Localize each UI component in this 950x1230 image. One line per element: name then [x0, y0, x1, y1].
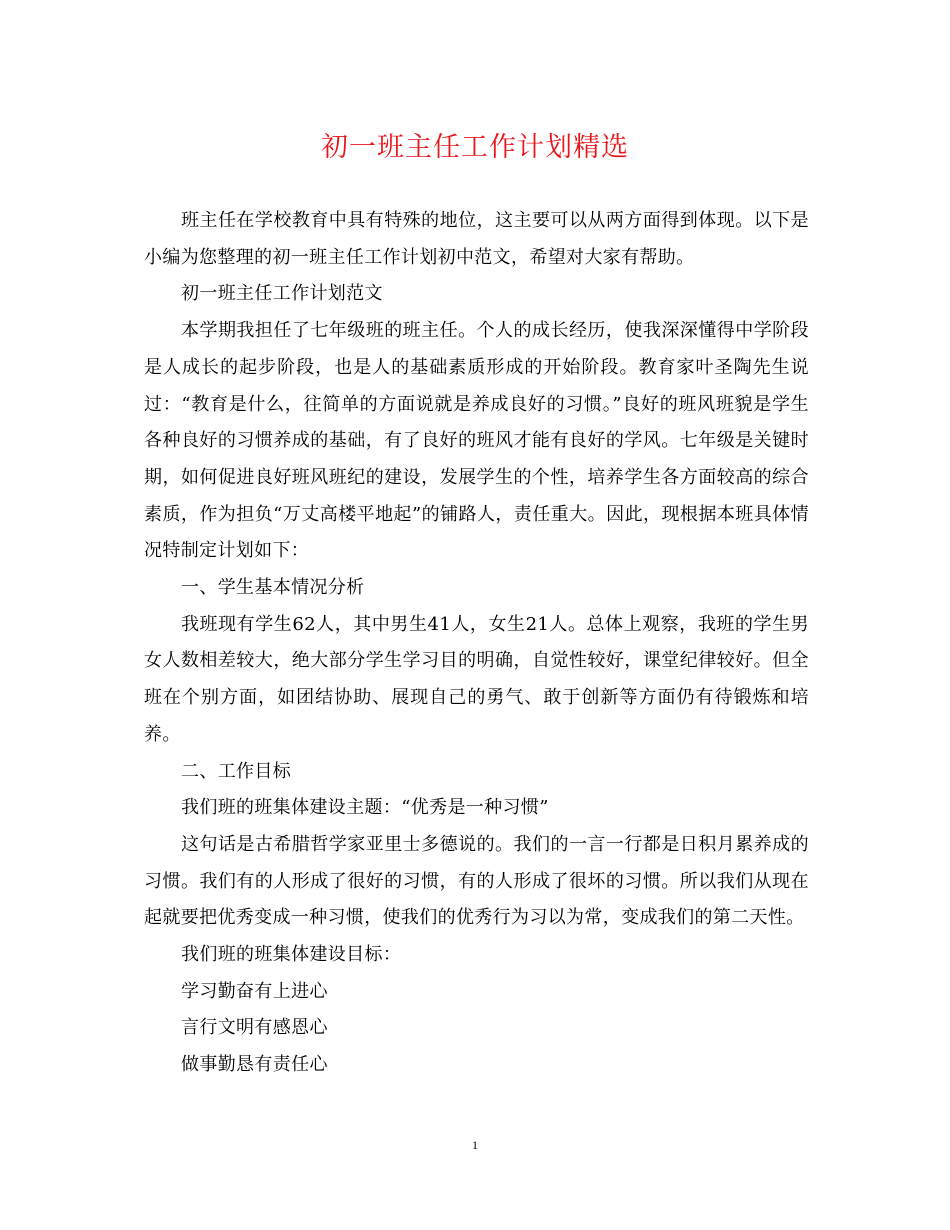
section-heading: 二、工作目标 [181, 760, 292, 782]
goal-item: 学习勤奋有上进心 [181, 980, 328, 1002]
document-body [144, 203, 809, 1084]
section-heading: 一、学生基本情况分析 [181, 577, 365, 599]
goal-item: 做事勤恳有责任心 [181, 1054, 328, 1076]
paragraph: 我们班的班集体建设目标： [181, 944, 402, 966]
page-number: 1 [472, 1138, 478, 1152]
paragraph: 这句话是古希腊哲学家亚里士多德说的。我们的一言一行都是日积月累养成的习惯。我们有的人形成了很好的习惯，有的人形成了很坏的习惯。所以我们从现在起就要把优秀变成一种习惯，使我们的优秀行为习以为常，变成我们的第二天性。 [144, 833, 809, 929]
paragraph: 我们班的班集体建设主题：“优秀是一种习惯” [181, 797, 549, 819]
document-title: 初一班主任工作计划精选 [321, 132, 629, 163]
paragraph-heading: 初一班主任工作计划范文 [181, 283, 383, 305]
goal-item: 言行文明有感恩心 [181, 1017, 328, 1039]
paragraph: 我班现有学生62人，其中男生41人，女生21人。总体上观察，我班的学生男女人数相差较大，绝大部分学生学习目的明确，自觉性较好，课堂纪律较好。但全班在个别方面，如团结协助、展现自己的勇气、敢于创新等方面仍有待锻炼和培养。 [144, 613, 809, 745]
paragraph: 本学期我担任了七年级班的班主任。个人的成长经历，使我深深懂得中学阶段是人成长的起步阶段，也是人的基础素质形成的开始阶段。教育家叶圣陶先生说过：“教育是什么，往简单的方面说就是养成良好的习惯。”良好的班风班貌是学生各种良好的习惯养成的基础，有了良好的班风才能有良好的学风。七年级是关键时期，如何促进良好班风班纪的建设，发展学生的个性，培养学生各方面较高的综合素质，作为担负“万丈高楼平地起”的铺路人，责任重大。因此，现根据本班具体情况特制定计划如下： [144, 320, 809, 562]
paragraph: 班主任在学校教育中具有特殊的地位，这主要可以从两方面得到体现。以下是小编为您整理的初一班主任工作计划初中范文，希望对大家有帮助。 [144, 210, 809, 268]
